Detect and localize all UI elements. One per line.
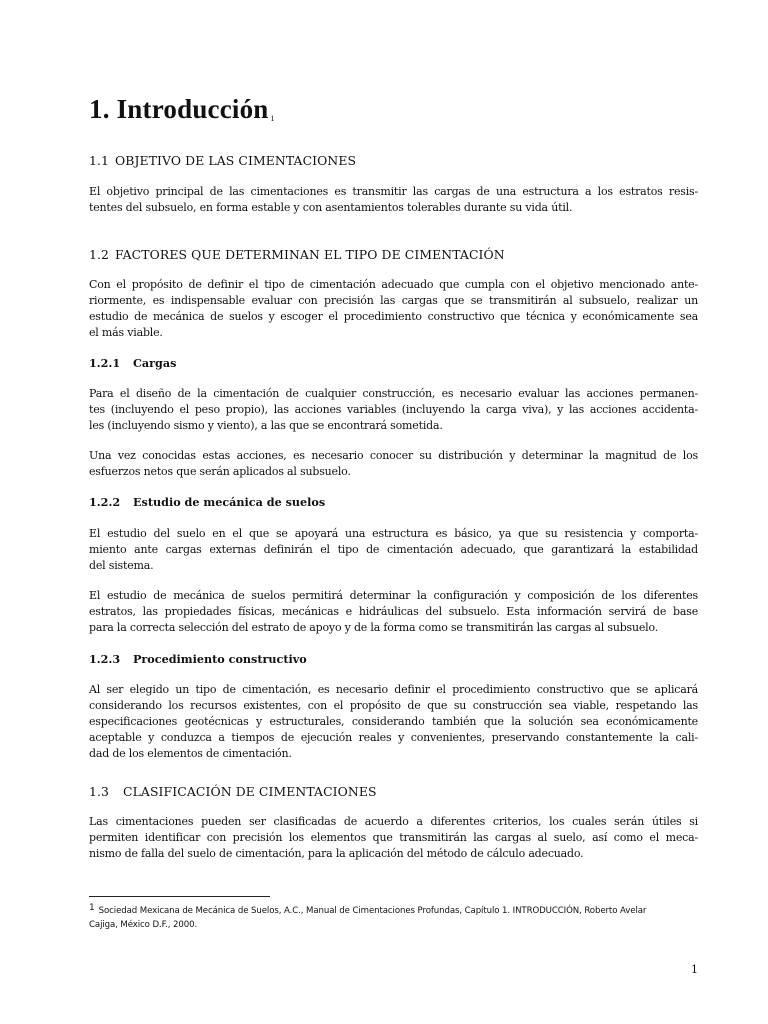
section-title: FACTORES QUE DETERMINAN EL TIPO DE CIMENTACIÓN [115, 247, 505, 262]
title-footnote-ref: 1 [270, 114, 275, 123]
page-number: 1 [691, 963, 698, 976]
section-title: CLASIFICACIÓN DE CIMENTACIONES [123, 784, 377, 799]
paragraph-line: del sistema. [89, 559, 154, 572]
footnote-line: Cajiga, México D.F., 2000. [89, 920, 198, 930]
paragraph-line: el más viable. [89, 326, 163, 339]
section-heading-1-1 [89, 153, 356, 169]
subsection-number: 1.2.3 [89, 652, 121, 666]
paragraph-estudio-1 [89, 526, 698, 574]
paragraph-procedimiento [89, 682, 698, 762]
footnote [89, 904, 698, 932]
paragraph-line: estratos, las propiedades físicas, mecánicas e hidráulicas del subsuelo. Esta información servirá de base [89, 605, 698, 618]
subsection-title: Cargas [133, 356, 177, 370]
subsection-heading-1-2-1 [89, 355, 176, 371]
paragraph-line: estudio de mecánica de suelos y escoger el procedimiento constructivo que técnica y económicamente sea [89, 310, 698, 323]
paragraph-line: esfuerzos netos que serán aplicados al subsuelo. [89, 465, 351, 478]
subsection-heading-1-2-3 [89, 651, 307, 667]
subsection-number: 1.2.2 [89, 495, 121, 509]
section-number: 1.1 [89, 153, 110, 168]
section-number: 1.3 [89, 784, 110, 799]
paragraph-line: Una vez conocidas estas acciones, es necesario conocer su distribución y determinar la magnitud de los [89, 449, 698, 462]
paragraph-line: nismo de falla del suelo de cimentación, para la aplicación del método de cálculo adecuado. [89, 847, 584, 860]
paragraph-line: Las cimentaciones pueden ser clasificadas de acuerdo a diferentes criterios, los cuales serán útiles si [89, 815, 698, 828]
footnote-mark: 1 [89, 903, 95, 913]
subsection-title: Estudio de mecánica de suelos [133, 495, 326, 509]
paragraph-line: tes (incluyendo el peso propio), las acciones variables (incluyendo la carga viva), y las acciones accidenta- [89, 403, 698, 416]
paragraph-cargas-1 [89, 386, 698, 434]
paragraph-line: miento ante cargas externas definirán el tipo de cimentación adecuado, que garantizará la estabilidad [89, 543, 698, 556]
paragraph-line: dad de los elementos de cimentación. [89, 747, 292, 760]
section-title: OBJETIVO DE LAS CIMENTACIONES [115, 153, 357, 168]
subsection-heading-1-2-2 [89, 494, 325, 510]
section-heading-1-3 [89, 784, 377, 800]
paragraph-line: riormente, es indispensable evaluar con precisión las cargas que se transmitirán al subsuelo, realizar un [89, 294, 698, 307]
paragraph-line: El objetivo principal de las cimentaciones es transmitir las cargas de una estructura a los estratos resis- [89, 185, 698, 198]
chapter-title-text: 1. Introducción [89, 94, 269, 124]
paragraph-cargas-2 [89, 448, 698, 480]
paragraph-line: Al ser elegido un tipo de cimentación, es necesario definir el procedimiento constructivo que se aplicará [89, 683, 698, 696]
paragraph-line: tentes del subsuelo, en forma estable y con asentamientos tolerables durante su vida útil. [89, 201, 573, 214]
paragraph-line: Para el diseño de la cimentación de cualquier construcción, es necesario evaluar las acciones permanen- [89, 387, 698, 400]
paragraph-line: para la correcta selección del estrato de apoyo y de la forma como se transmitirán las cargas al subsuelo. [89, 621, 659, 634]
paragraph-line: considerando los recursos existentes, con el propósito de que su construcción sea viable, respetando las [89, 699, 698, 712]
paragraph-factores [89, 277, 698, 341]
footnote-separator [89, 896, 270, 897]
subsection-number: 1.2.1 [89, 356, 121, 370]
paragraph-clasificacion [89, 814, 698, 862]
paragraph-line: permiten identificar con precisión los elementos que transmitirán las cargas al suelo, así como el meca- [89, 831, 698, 844]
document-page [89, 0, 698, 1024]
section-number: 1.2 [89, 247, 110, 262]
chapter-title [89, 92, 273, 126]
paragraph-line: Con el propósito de definir el tipo de cimentación adecuado que cumpla con el objetivo mencionado ante- [89, 278, 698, 291]
paragraph-estudio-2 [89, 588, 698, 636]
paragraph-line: les (incluyendo sismo y viento), a las que se encontrará sometida. [89, 419, 443, 432]
paragraph-line: El estudio del suelo en el que se apoyará una estructura es básico, ya que su resistencia y comporta- [89, 527, 698, 540]
paragraph-objetivo [89, 184, 698, 216]
paragraph-line: El estudio de mecánica de suelos permitirá determinar la configuración y composición de los diferentes [89, 589, 698, 602]
section-heading-1-2 [89, 247, 505, 263]
subsection-title: Procedimiento constructivo [133, 652, 307, 666]
paragraph-line: aceptable y conduzca a tiempos de ejecución reales y convenientes, preservando constantemente la cali- [89, 731, 698, 744]
paragraph-line: especificaciones geotécnicas y estructurales, considerando también que la solución sea económicamente [89, 715, 698, 728]
footnote-line: Sociedad Mexicana de Mecánica de Suelos, A.C., Manual de Cimentaciones Profundas, Capítulo 1. INTRODUCCIÓN, Roberto Avelar [98, 906, 647, 916]
